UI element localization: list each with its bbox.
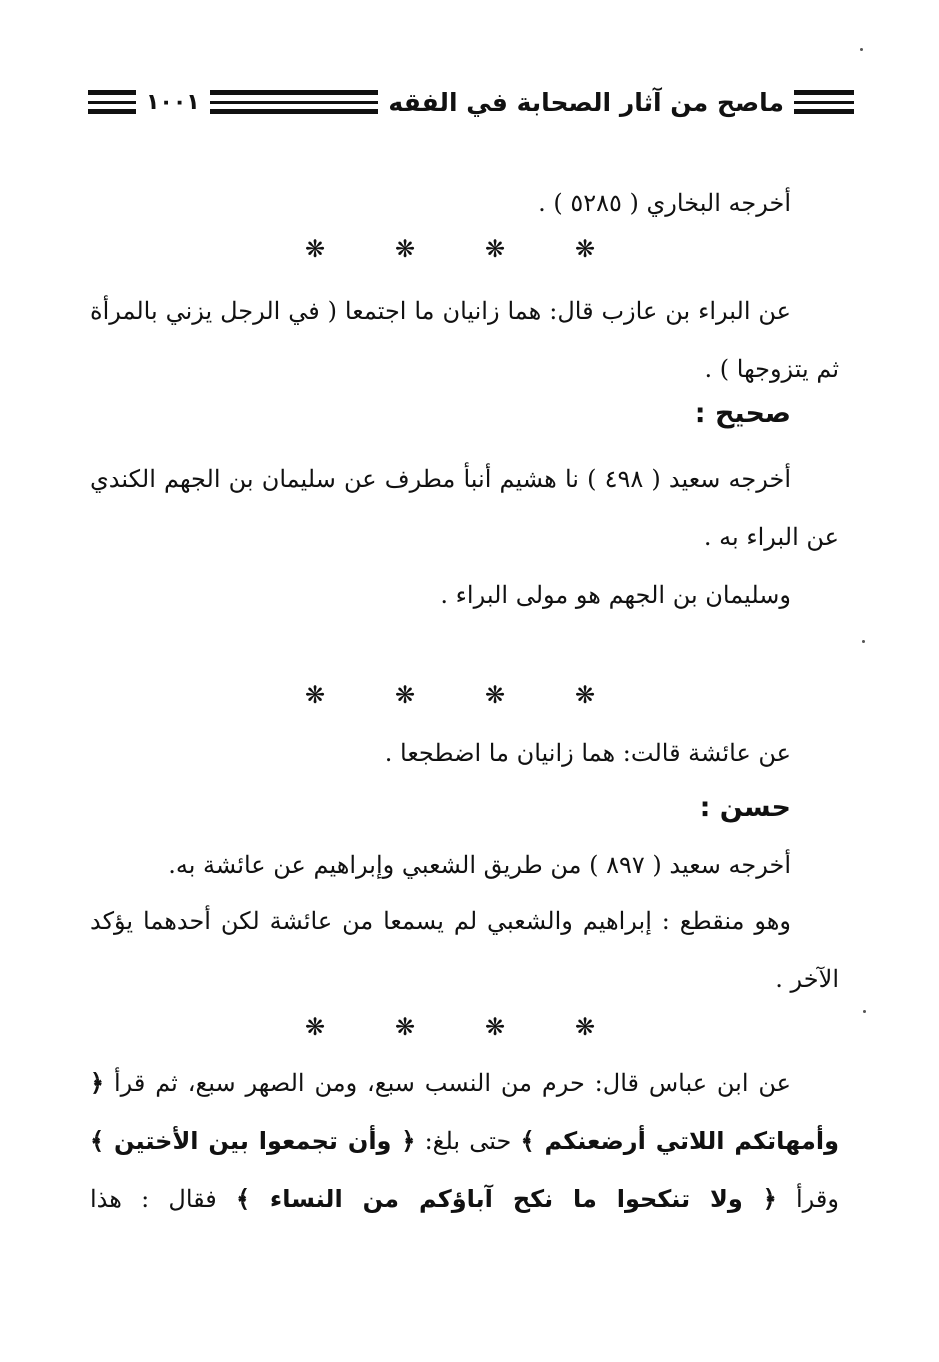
section-separator bbox=[300, 680, 600, 710]
quran-verse-quote: ﴿ ولا تنكحوا ما نكح آباؤكم من النساء ﴾ bbox=[235, 1185, 777, 1213]
ornament-icon: ❋ bbox=[484, 681, 506, 709]
ornament-icon: ❋ bbox=[394, 681, 416, 709]
margin-mark bbox=[863, 1010, 866, 1013]
running-header bbox=[88, 82, 854, 122]
ornament-icon: ❋ bbox=[574, 1013, 596, 1041]
narration-intro: عن ابن عباس قال: حرم من النسب سبع، ومن الصهر سبع، ثم قرأ bbox=[113, 1069, 791, 1097]
section-separator bbox=[300, 1012, 600, 1042]
ornament-icon: ❋ bbox=[304, 1013, 326, 1041]
paragraph-bara-narration: عن البراء بن عازب قال: هما زانيان ما اجتمعا ( في الرجل يزني بالمرأة ثم يتزوجها ) . bbox=[90, 297, 839, 383]
ornament-icon: ❋ bbox=[484, 1013, 506, 1041]
paragraph-aisha-narration: عن عائشة قالت: هما زانيان ما اضطجعا . bbox=[384, 739, 791, 767]
quran-verse-quote: ﴿ وأن تجمعوا بين الأختين ﴾ bbox=[90, 1127, 416, 1155]
header-rule-left bbox=[88, 90, 136, 114]
paragraph-said-498: أخرجه سعيد ( ٤٩٨ ) نا هشيم أنبأ مطرف عن سليمان بن الجهم الكندي عن البراء به . bbox=[90, 465, 839, 551]
narration-continuation: فقال : هذا bbox=[90, 1185, 217, 1213]
ornament-icon: ❋ bbox=[304, 235, 326, 263]
narration-connector: وقرأ bbox=[796, 1185, 839, 1213]
ornament-icon: ❋ bbox=[304, 681, 326, 709]
paragraph-sulayman-note: وسليمان بن الجهم هو مولى البراء . bbox=[440, 581, 791, 609]
header-title: ماصح من آثار الصحابة في الفقه bbox=[388, 87, 784, 117]
margin-mark bbox=[862, 640, 865, 643]
quran-verse-quote: ﴿ وأمهاتكم اللاتي أرضعنكم ﴾ bbox=[90, 1069, 839, 1155]
ornament-icon: ❋ bbox=[484, 235, 506, 263]
grading-heading-hasan: حسن : bbox=[699, 792, 791, 823]
page-number: ١٠٠١ bbox=[146, 89, 200, 115]
paragraph-said-897: أخرجه سعيد ( ٨٩٧ ) من طريق الشعبي وإبراهيم عن عائشة به. bbox=[168, 851, 791, 879]
paragraph-ibn-abbas-narration bbox=[90, 1054, 839, 1228]
ornament-icon: ❋ bbox=[574, 235, 596, 263]
ornament-icon: ❋ bbox=[394, 235, 416, 263]
header-rule-right bbox=[794, 90, 854, 114]
narration-connector: حتى بلغ: bbox=[424, 1127, 512, 1155]
ornament-icon: ❋ bbox=[574, 681, 596, 709]
paragraph-munqati-note: وهو منقطع : إبراهيم والشعبي لم يسمعا من عائشة لكن أحدهما يؤكد الآخر . bbox=[90, 907, 839, 993]
paragraph-bukhari-reference: أخرجه البخاري ( ٥٢٨٥ ) . bbox=[538, 189, 791, 217]
header-rule-middle bbox=[210, 90, 379, 114]
ornament-icon: ❋ bbox=[394, 1013, 416, 1041]
section-separator bbox=[300, 234, 600, 264]
grading-heading-sahih: صحيح : bbox=[694, 398, 791, 429]
margin-mark bbox=[860, 48, 863, 51]
